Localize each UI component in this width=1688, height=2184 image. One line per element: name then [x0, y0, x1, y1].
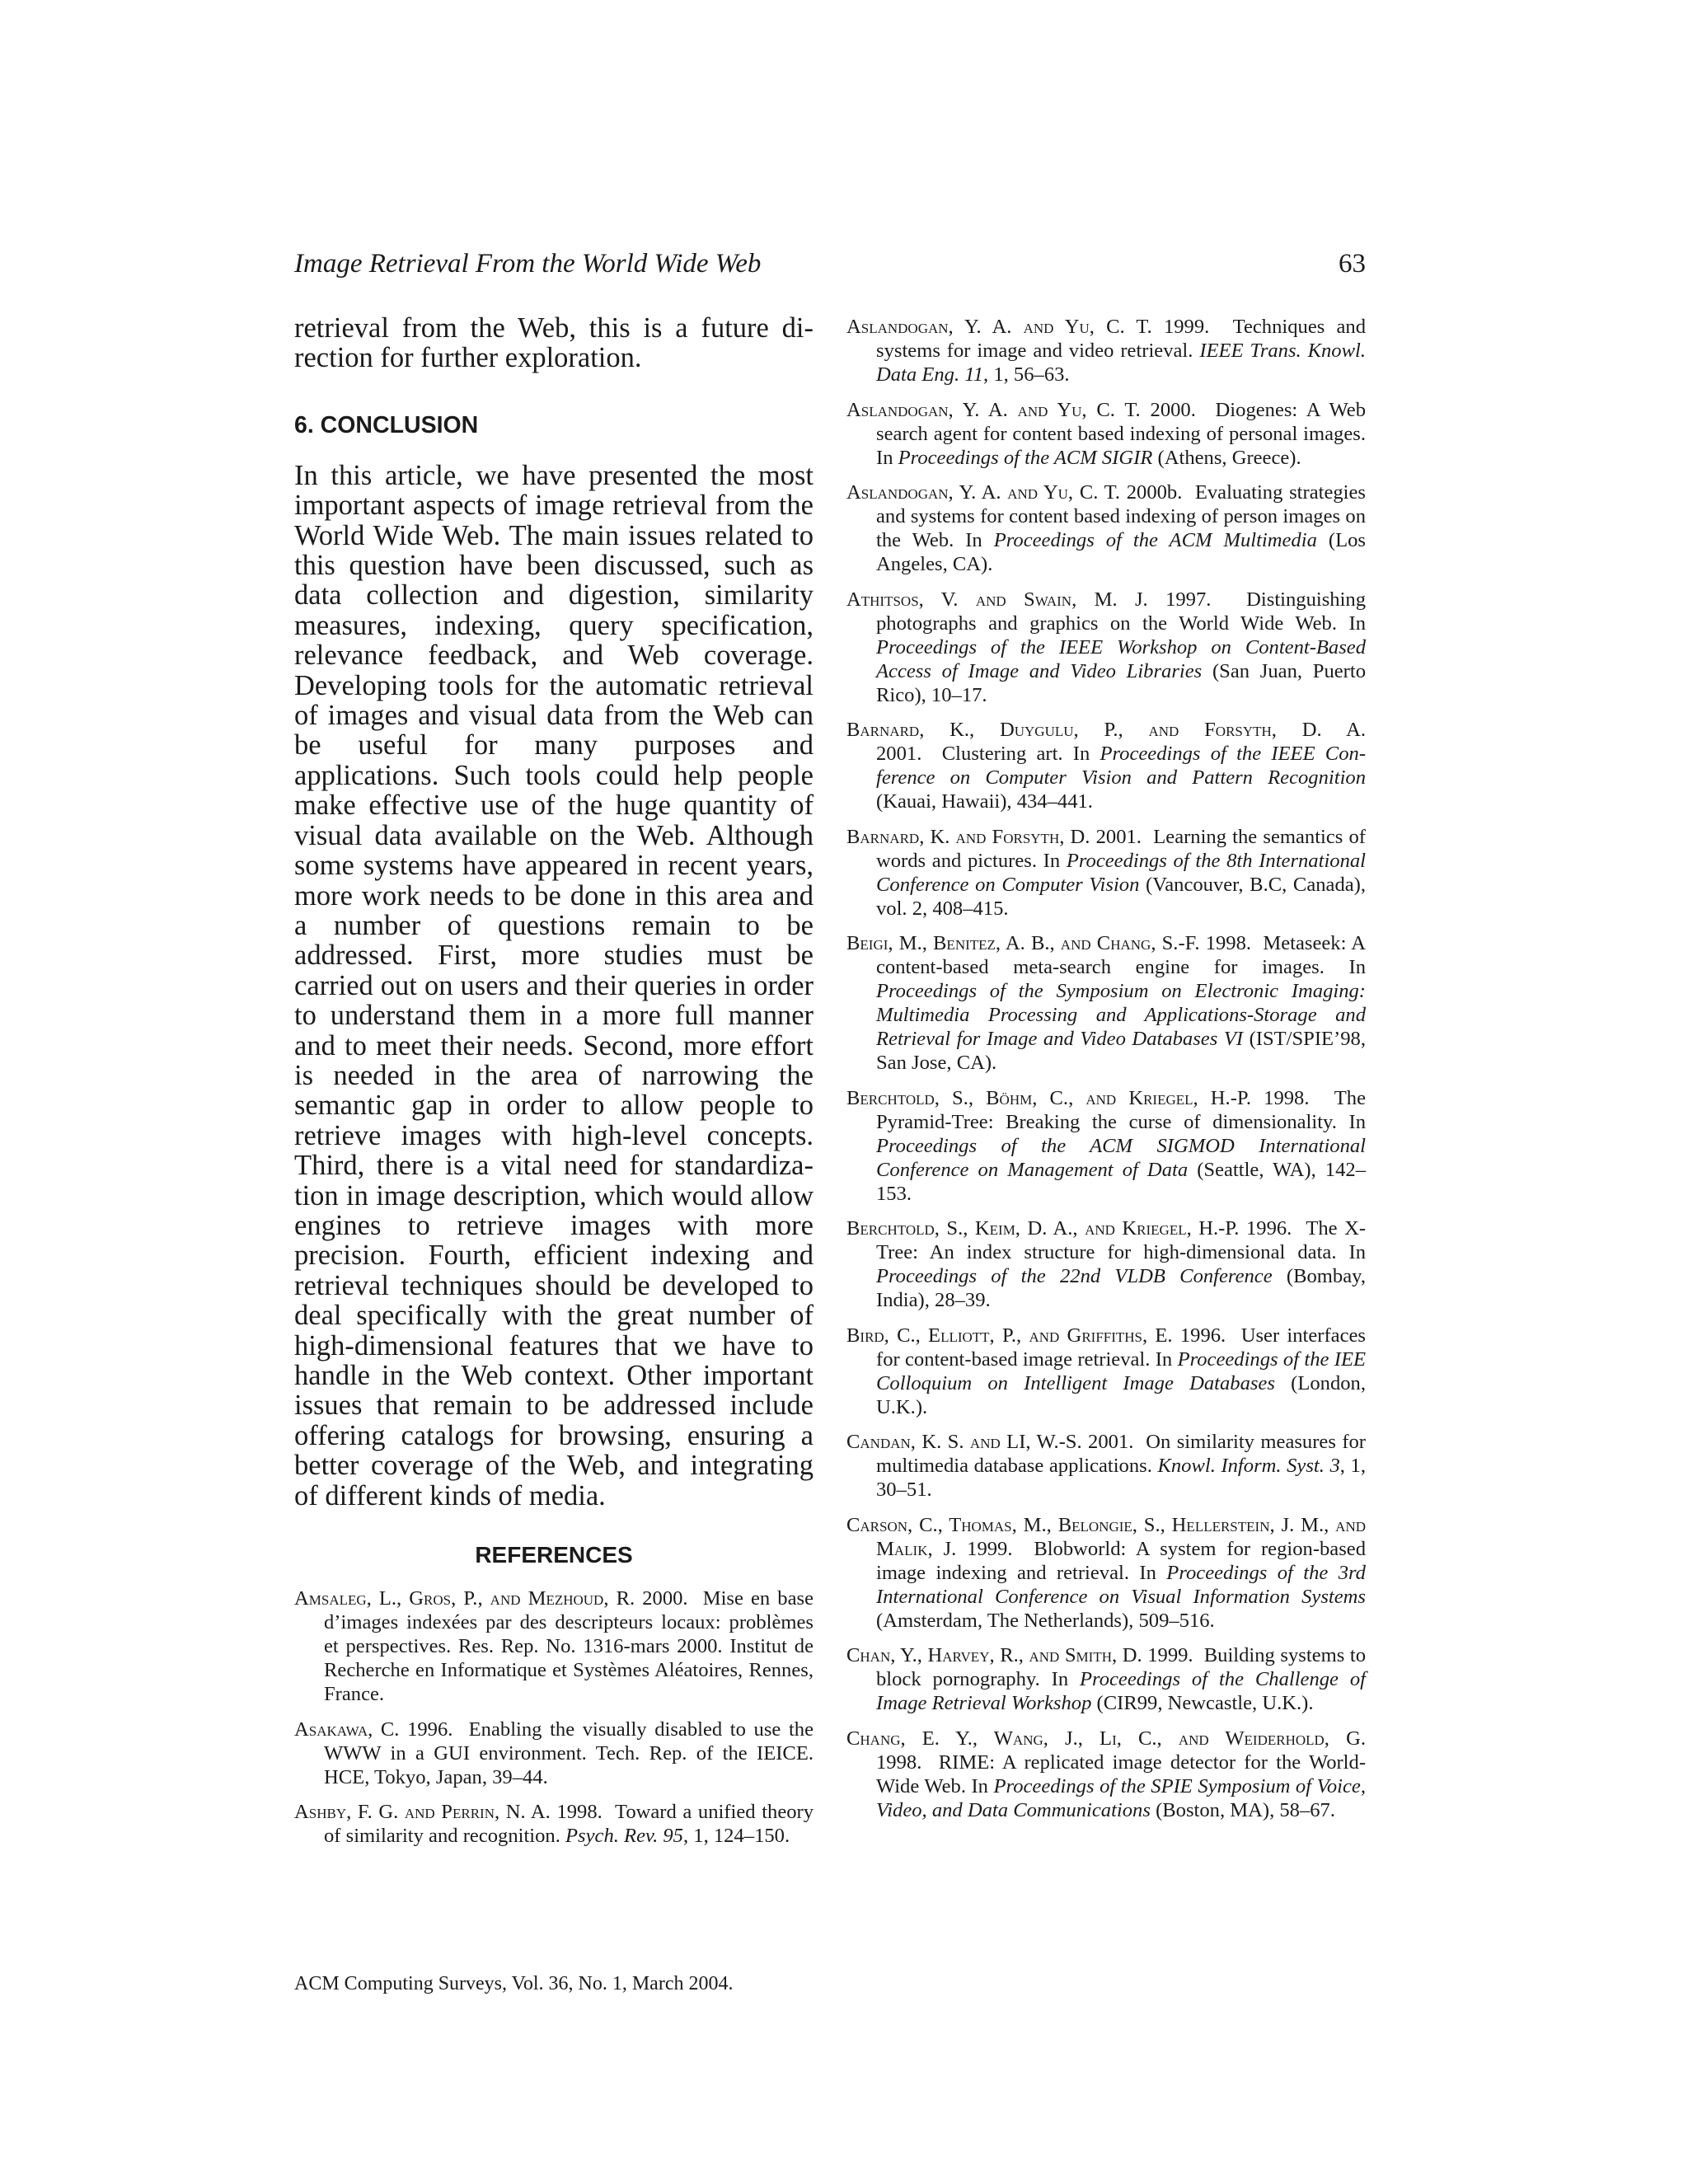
reference-venue: Proceedings of the Challenge of Image Retrieval Workshop [876, 1668, 1366, 1714]
reference-entry [846, 718, 1366, 813]
reference-details: (Bombay, India), 28–39. [876, 1265, 1366, 1311]
reference-year: 2001. [1088, 1431, 1134, 1453]
reference-year: 1998. [1205, 932, 1252, 954]
reference-year: 1997. [1165, 588, 1212, 611]
reference-text: Diogenes: A Web search agent for content based indexing of personal images. In [876, 398, 1367, 469]
reference-text: Techniques and systems for image and video retrieval. [876, 316, 1366, 362]
page-number: 63 [1339, 249, 1366, 279]
reference-venue: Proceedings of the ACM SIGMOD International Conference on Management of Data [876, 1134, 1366, 1181]
reference-details: (Kauai, Hawaii), 434–441. [876, 790, 1093, 813]
right-column [846, 315, 1366, 1833]
reference-venue: Knowl. Inform. Syst. 3 [1157, 1455, 1340, 1477]
reference-venue: Proceedings of the ACM Multimedia [993, 529, 1317, 551]
reference-entry [846, 315, 1366, 387]
reference-details: , 1, 56–63. [983, 363, 1070, 386]
references-heading: REFERENCES [475, 1542, 633, 1568]
reference-text: Building systems to block pornography. In [876, 1644, 1367, 1690]
reference-venue: Proceedings of the 8th International Conference on Computer Vision [876, 849, 1366, 896]
left-column [294, 313, 814, 1859]
reference-authors: Berchtold, S., Böhm, C., and Kriegel, H.-P. [846, 1086, 1251, 1109]
reference-entry [846, 588, 1366, 707]
reference-text: Metaseek: A content-based meta-search engine for images. In [876, 932, 1367, 978]
reference-details: (San Juan, Puerto Rico), 10–17. [876, 659, 1366, 706]
reference-venue: Proceedings of the IEEE Conference on Computer Vision and Pattern Recognition [876, 743, 1367, 789]
reference-text: On similarity measures for multimedia database applications. [876, 1431, 1366, 1477]
reference-year: 1998. [876, 1750, 922, 1774]
reference-entry [846, 1430, 1366, 1502]
reference-details: (Amsterdam, The Netherlands), 509–516. [876, 1609, 1215, 1632]
reference-text: User interfaces for content-based image retrieval. In [876, 1324, 1366, 1371]
reference-authors: Candan, K. S. and LI, W.-S. [846, 1431, 1082, 1453]
reference-authors: Barnard, K., Duygulu, P., and Forsyth, D. A. [846, 719, 1366, 741]
reference-entry [846, 398, 1366, 470]
reference-year: 1996. [1179, 1324, 1226, 1347]
reference-entry [294, 1800, 814, 1848]
reference-text: The Pyramid-Tree: Breaking the curse of dimensionality. In [876, 1086, 1367, 1133]
reference-text: Enabling the visually disabled to use the WWW in a GUI environment. Tech. Rep. of the IEICE. HCE, Tokyo, Japan, 39–44. [324, 1718, 814, 1788]
reference-entry [846, 1513, 1366, 1633]
reference-year: 1996. [1245, 1217, 1292, 1240]
reference-text: The X-Tree: An index structure for high-dimensional data. In [876, 1217, 1367, 1263]
reference-entry [294, 1586, 814, 1706]
reference-text: Toward a unified theory of similarity and recognition. [324, 1801, 814, 1848]
references-list-left [294, 1586, 814, 1848]
reference-year: 1998. [1264, 1086, 1310, 1109]
reference-text: Distinguishing photographs and graphics on the World Wide Web. In [876, 588, 1367, 635]
reference-authors: Berchtold, S., Keim, D. A., and Kriegel, H.-P. [846, 1217, 1240, 1240]
reference-entry [846, 1643, 1366, 1715]
reference-text: Mise en base d’images indexées par des descripteurs locaux: problèmes et perspectives. Res. Rep. No. 1316-mars 2000. Institut de Recherche en Informatique et Systèmes Aléatoires, Rennes, France. [324, 1587, 814, 1706]
reference-details: , 1, 124–150. [682, 1825, 790, 1848]
running-title: Image Retrieval From the World Wide Web [294, 249, 762, 279]
reference-venue: IEEE Trans. Knowl. Data Eng. 11 [876, 340, 1366, 386]
reference-year: 2000. [642, 1587, 688, 1610]
reference-details: (Los Angeles, CA). [876, 529, 1366, 575]
reference-authors: Chang, E. Y., Wang, J., Li, C., and Weiderhold, G. [846, 1727, 1366, 1750]
reference-authors: Asakawa, C. [294, 1718, 400, 1741]
running-head [294, 247, 1366, 280]
intro-paragraph: retrieval from the Web, this is a future direction for further exploration. [294, 312, 814, 374]
reference-year: 2000. [1150, 398, 1196, 421]
reference-venue: Proceedings of the IEE Colloquium on Intelligent Image Databases [876, 1347, 1366, 1394]
reference-details: (London, U.K.). [876, 1371, 1366, 1418]
reference-year: 2001. [1095, 825, 1142, 848]
reference-details: (Vancouver, B.C, Canada), vol. 2, 408–415. [876, 873, 1366, 920]
reference-authors: Beigi, M., Benitez, A. B., and Chang, S.-F. [846, 932, 1200, 954]
reference-venue: Proceedings of the 22nd VLDB Conference [876, 1265, 1273, 1287]
reference-venue: Psych. Rev. 95 [565, 1825, 683, 1848]
reference-entry [846, 1727, 1366, 1822]
reference-details: , 1, 30–51. [876, 1455, 1366, 1501]
reference-year: 1999. [1163, 316, 1210, 338]
reference-authors: Chan, Y., Harvey, R., and Smith, D. [846, 1644, 1142, 1666]
reference-venue: Proceedings of the 3rd International Conference on Visual Information Systems [876, 1561, 1366, 1608]
reference-text: Learning the semantics of words and pictures. In [876, 825, 1366, 872]
reference-details: (IST/SPIE’98, San Jose, CA). [876, 1028, 1366, 1074]
reference-authors: Aslandogan, Y. A. and Yu, C. T. [846, 316, 1152, 338]
reference-venue: Proceedings of the IEEE Workshop on Content-Based Access of Image and Video Libraries [876, 635, 1366, 682]
reference-authors: Aslandogan, Y. A. and Yu, C. T. [846, 398, 1141, 421]
reference-details: (Seattle, WA), 142–153. [876, 1158, 1366, 1205]
reference-year: 1999. [1147, 1644, 1193, 1666]
reference-details: (Boston, MA), 58–67. [1156, 1798, 1335, 1821]
reference-venue: Proceedings of the ACM SIGIR [898, 446, 1153, 469]
conclusion-heading: 6. CONCLUSION [294, 411, 479, 438]
reference-authors: Carson, C., Thomas, M., Belongie, S., Hellerstein, J. M., and Malik, J. [846, 1513, 1366, 1560]
reference-text: Clustering art. In [941, 743, 1090, 765]
reference-text: RIME: A replicated image detector for the World-Wide Web. In [876, 1750, 1367, 1797]
references-list-right [846, 315, 1366, 1822]
reference-text: Evaluating strategies and systems for content based indexing of person images on the Web. In [876, 481, 1366, 551]
reference-authors: Barnard, K. and Forsyth, D. [846, 825, 1090, 848]
reference-year: 1998. [556, 1801, 603, 1824]
reference-text: Blobworld: A system for region-based image indexing and retrieval. In [876, 1537, 1367, 1584]
reference-entry [846, 1086, 1366, 1206]
reference-entry [846, 825, 1366, 921]
reference-entry [846, 931, 1366, 1075]
reference-authors: Athitsos, V. and Swain, M. J. [846, 588, 1148, 611]
reference-year: 2001. [876, 743, 922, 765]
reference-authors: Aslandogan, Y. A. and Yu, C. T. [846, 481, 1120, 504]
reference-venue: Proceedings of the Symposium on Electronic Imaging: Multimedia Processing and Applications-Storage and Retrieval for Image and Video Databases VI [876, 980, 1366, 1050]
reference-details: (CIR99, Newcastle, U.K.). [1096, 1692, 1314, 1714]
conclusion-paragraph: In this article, we have presented the most important aspects of image retrieval from the World Wide Web. The main issues related to this question have been discussed, such as data collection and digestion, similarity measures, indexing, query specification, relevance feedback, and Web coverage. Developing tools for the automatic retrieval of images and visual data from the Web can be useful for many purposes and applications. Such tools could help people make effective use of the huge quantity of visual data available on the Web. Although some systems have appeared in recent years, more work needs to be done in this area and a number of questions remain to be addressed. First, more studies must be carried out on users and their queries in order to understand them in a more full manner and to meet their needs. Second, more effort is needed in the area of narrowing the semantic gap in order to allow people to retrieve images with high-level concepts. Third, there is a vital need for standardization in image description, which would allow engines to retrieve images with more precision. Fourth, efficient indexing and retrieval techniques should be developed to deal specifically with the great number of high-dimensional features that we have to handle in the Web context. Other important issues that remain to be addressed include offering catalogs for browsing, ensuring a better coverage of the Web, and integrating of different kinds of media. [294, 459, 814, 1511]
reference-year: 1999. [967, 1537, 1013, 1560]
reference-year: 2000b. [1126, 481, 1183, 504]
reference-authors: Amsaleg, L., Gros, P., and Mezhoud, R. [294, 1587, 635, 1610]
reference-authors: Bird, C., Elliott, P., and Griffiths, E. [846, 1324, 1173, 1347]
reference-entry [846, 1216, 1366, 1312]
reference-details: (Athens, Greece). [1157, 446, 1301, 469]
reference-entry [846, 480, 1366, 576]
reference-venue: Proceedings of the SPIE Symposium of Voice, Video, and Data Communications [876, 1774, 1366, 1821]
footer-journal-line: ACM Computing Surveys, Vol. 36, No. 1, March 2004. [294, 1973, 734, 1994]
reference-year: 1996. [407, 1718, 453, 1741]
reference-entry [846, 1324, 1366, 1419]
reference-entry [294, 1718, 814, 1789]
reference-authors: Ashby, F. G. and Perrin, N. A. [294, 1801, 551, 1824]
